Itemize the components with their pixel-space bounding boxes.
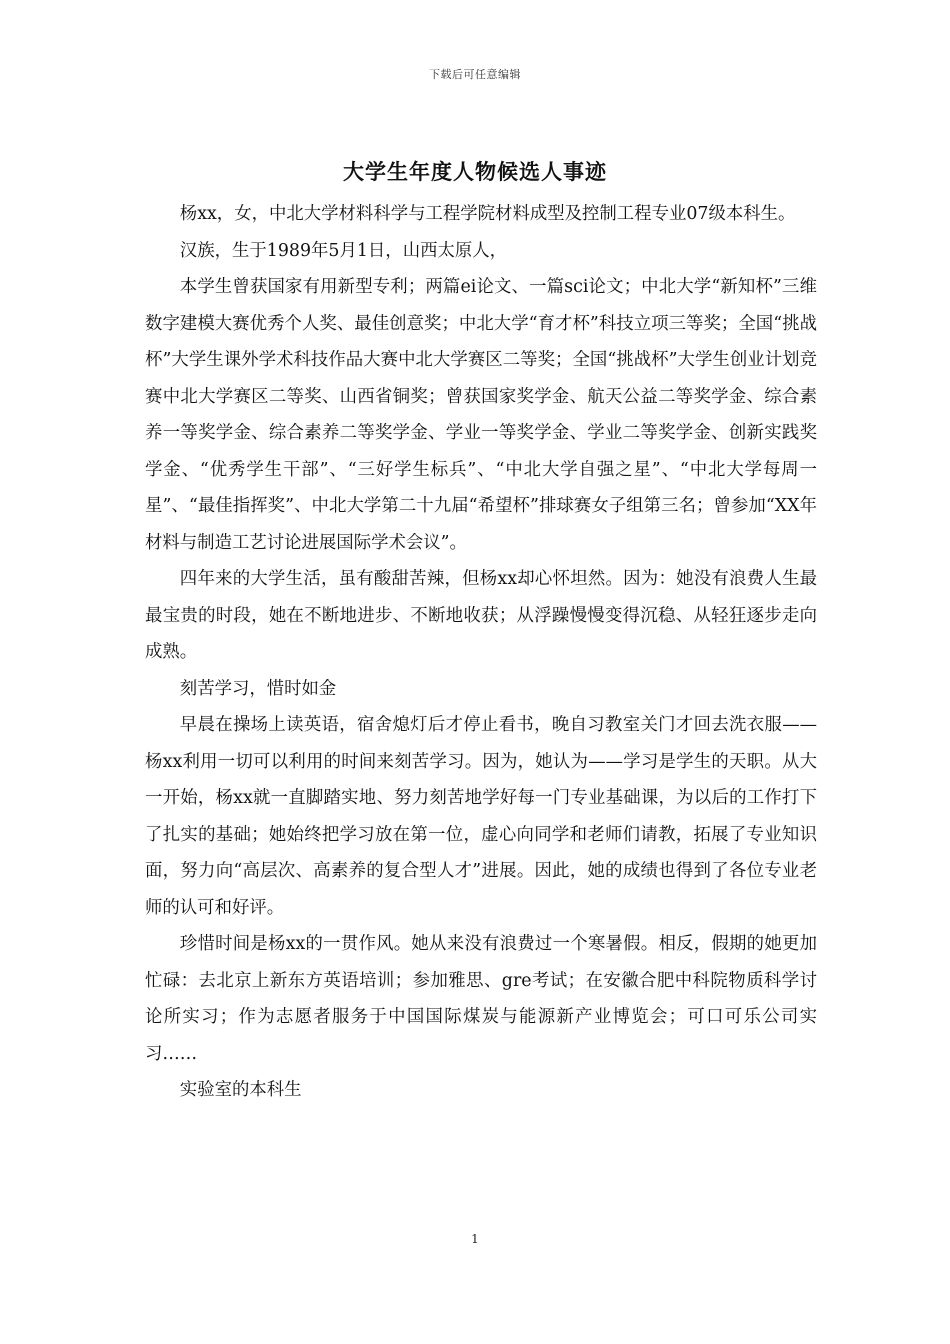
- paragraph-university-life: 四年来的大学生活，虽有酸甜苦辣，但杨xx却心怀坦然。因为：她没有浪费人生最最宝贵的时段，她在不断地进步、不断地收获；从浮躁慢慢变得沉稳、从轻狂逐步走向成熟。: [145, 569, 817, 662]
- section-heading-study: 刻苦学习，惜时如金: [179, 678, 337, 699]
- paragraph-time: 珍惜时间是杨xx的一贯作风。她从来没有浪费过一个寒暑假。相反，假期的她更加忙碌：去北京上新东方英语培训；参加雅思、gre考试；在安徽合肥中科院物质科学讨论所实习；作为志愿者服务于中国国际煤炭与能源新产业博览会；可口可乐公司实习……: [145, 934, 817, 1064]
- document-body: [145, 196, 817, 1109]
- paragraph-study: 早晨在操场上读英语，宿舍熄灯后才停止看书，晚自习教室关门才回去洗衣服——杨xx利用一切可以利用的时间来刻苦学习。因为，她认为——学习是学生的天职。从大一开始，杨xx就一直脚踏实地、努力刻苦地学好每一门专业基础课，为以后的工作打下了扎实的基础；她始终把学习放在第一位，虚心向同学和老师们请教，拓展了专业知识面，努力向“高层次、高素养的复合型人才”进展。因此，她的成绩也得到了各位专业老师的认可和好评。: [145, 715, 817, 918]
- paragraph-awards: 本学生曾获国家有用新型专利；两篇ei论文、一篇sci论文；中北大学“新知杯”三维数字建模大赛优秀个人奖、最佳创意奖；中北大学“育才杯”科技立项三等奖；全国“挑战杯”大学生课外学术科技作品大赛中北大学赛区二等奖；全国“挑战杯”大学生创业计划竞赛中北大学赛区二等奖、山西省铜奖；曾获国家奖学金、航天公益二等奖学金、综合素养一等奖学金、综合素养二等奖学金、学业一等奖学金、学业二等奖学金、创新实践奖学金、“优秀学生干部”、“三好学生标兵”、“中北大学自强之星”、“中北大学每周一星”、“最佳指挥奖”、中北大学第二十九届“希望杯”排球赛女子组第三名；曾参加“XX年材料与制造工艺讨论进展国际学术会议”。: [145, 277, 817, 553]
- section-heading-lab: 实验室的本科生: [179, 1080, 302, 1100]
- paragraph-background: 汉族，生于1989年5月1日，山西太原人，: [179, 240, 508, 261]
- page-number: 1: [471, 1232, 479, 1246]
- document-title: 大学生年度人物候选人事迹: [343, 159, 607, 184]
- paragraph-intro: 杨xx，女，中北大学材料科学与工程学院材料成型及控制工程专业07级本科生。: [179, 204, 796, 224]
- header-note: 下载后可任意编辑: [429, 68, 521, 81]
